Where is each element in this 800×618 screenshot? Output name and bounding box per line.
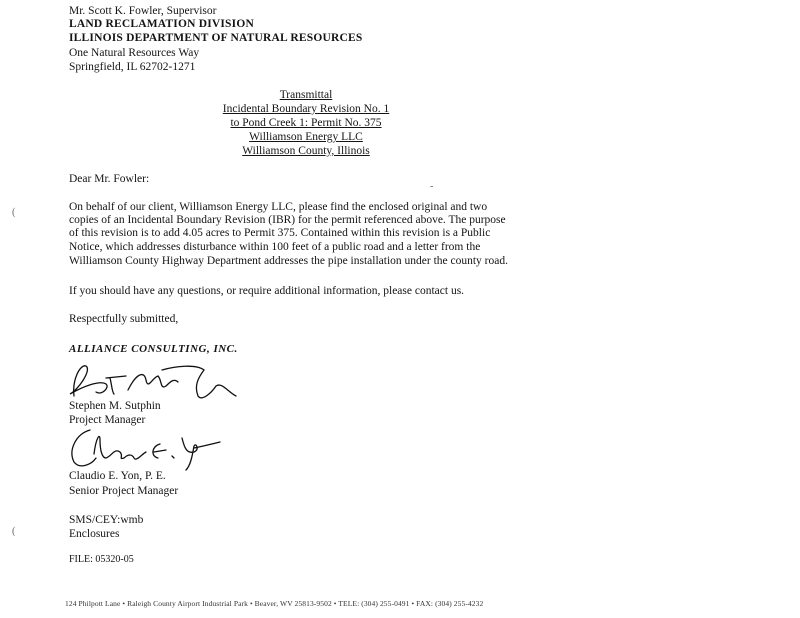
subject-row-3 [0, 116, 612, 130]
recipient-department: ILLINOIS DEPARTMENT OF NATURAL RESOURCES [69, 32, 363, 44]
subject-row-4 [0, 130, 612, 144]
recipient-name: Mr. Scott K. Fowler, Supervisor [69, 5, 217, 17]
recipient-division: LAND RECLAMATION DIVISION [69, 18, 254, 30]
signer-2-name: Claudio E. Yon, P. E. [69, 470, 166, 482]
body-p1-line-2: copies of an Incidental Boundary Revision (IBR) for the permit referenced above. The purpose [69, 214, 506, 226]
scan-mark: ( [12, 207, 16, 218]
enclosures: Enclosures [69, 528, 120, 540]
scan-mark: ( [12, 526, 16, 537]
subject-line-4: Williamson Energy LLC [249, 131, 363, 143]
body-p1-line-4: Notice, which addresses disturbance within 100 feet of a public road and a letter from the [69, 241, 481, 253]
body-p1-line-3: of this revision is to add 4.05 acres to Permit 375. Contained within this revision is a Public [69, 227, 491, 239]
subject-line-3: to Pond Creek 1: Permit No. 375 [230, 117, 382, 129]
signer-2-title: Senior Project Manager [69, 485, 179, 497]
subject-line-5: Williamson County, Illinois [242, 145, 370, 157]
recipient-city: Springfield, IL 62702-1271 [69, 61, 196, 73]
footer-address: 124 Philpott Lane • Raleigh County Airport Industrial Park • Beaver, WV 25813-9502 • TELE: (304) 255-0491 • FAX: (304) 255-4232 [65, 599, 484, 608]
subject-block [0, 88, 612, 102]
signer-1-name: Stephen M. Sutphin [69, 400, 161, 412]
file-reference: FILE: 05320-05 [69, 554, 134, 565]
salutation: Dear Mr. Fowler: [69, 173, 150, 185]
subject-row-5 [0, 144, 612, 158]
subject-row-2 [0, 102, 612, 116]
body-p2: If you should have any questions, or require additional information, please contact us. [69, 285, 465, 297]
recipient-street: One Natural Resources Way [69, 47, 200, 59]
scan-mark: - [430, 181, 434, 192]
subject-line-2: Incidental Boundary Revision No. 1 [222, 103, 390, 115]
initials: SMS/CEY:wmb [69, 514, 144, 526]
signature-2-image [66, 424, 226, 472]
closing: Respectfully submitted, [69, 313, 179, 325]
firm-name: ALLIANCE CONSULTING, INC. [69, 343, 238, 355]
body-p1-line-5: Williamson County Highway Department addresses the pipe installation under the county road. [69, 255, 508, 267]
body-p1-line-1: On behalf of our client, Williamson Energy LLC, please find the enclosed original and two [69, 201, 488, 213]
subject-line-1: Transmittal [279, 89, 333, 101]
signer-1-title: Project Manager [69, 414, 146, 426]
